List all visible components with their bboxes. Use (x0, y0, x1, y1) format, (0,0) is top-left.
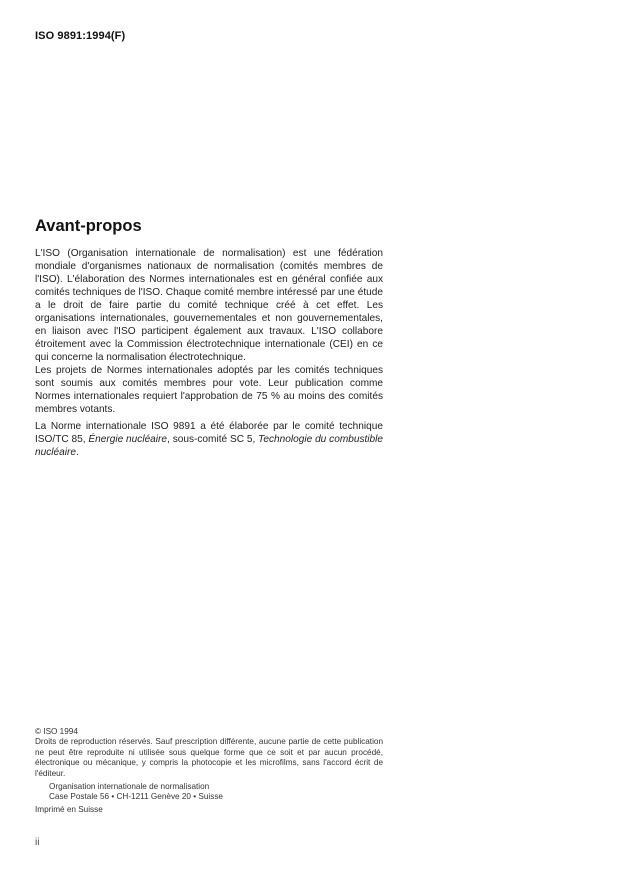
copyright-notice: © ISO 1994 (35, 727, 78, 736)
paragraph-text: Les projets de Normes internationales adoptés par les comités techniques sont soumis aux comités membres pour vote. Leur publication comme Normes internationales requiert l'approbation de 75 % au moins des comités membres votants. (35, 365, 383, 415)
paragraph-text: L'ISO (Organisation internationale de normalisation) est une fédération mondiale d'organismes nationaux de normalisation (comités membres de l'ISO). L'élaboration des Normes internationales est en général confiée aux comités techniques de l'ISO. Chaque comité membre intéressé par une étude a le droit de faire partie du comité technique créé à cet effet. Les organisations internationales, gouvernementales et non gouvernementales, en liaison avec l'ISO participent également aux travaux. L'ISO collabore étroitement avec la Commission électrotechnique internationale (CEI) en ce qui concerne la normalisation électrotechnique. (35, 248, 383, 363)
address-line-organisation: Organisation internationale de normalisation (49, 782, 210, 792)
section-title: Avant-propos (35, 217, 142, 235)
foreword-paragraph-3 (35, 420, 383, 459)
paragraph-segment: , sous-comité SC 5, (167, 434, 259, 445)
paragraph-segment: La Norme internationale ISO 9891 a été élaborée par le comité technique ISO/TC 85, (35, 421, 383, 445)
publisher-address (49, 782, 383, 803)
rights-statement: Droits de reproduction réservés. Sauf prescription différente, aucune partie de cette publication ne peut être reproduite ni utilisée sous quelque forme que ce soit et par aucun procédé, électronique ou mécanique, y compris la photocopie et les microfilms, sans l'accord écrit de l'éditeur. (35, 737, 383, 778)
document-reference: ISO 9891:1994(F) (35, 30, 126, 42)
foreword-paragraph-1 (35, 247, 383, 364)
printed-in: Imprimé en Suisse (35, 804, 103, 814)
paragraph-segment: . (75, 447, 79, 458)
committee-name: Énergie nucléaire (88, 434, 168, 445)
copyright-footer (35, 727, 383, 815)
page-number: ii (35, 837, 40, 848)
paragraph-text (35, 420, 383, 459)
foreword-paragraph-2 (35, 364, 383, 416)
subcommittee-name: Technologie du combustible nucléaire (35, 434, 384, 458)
address-line-postal: Case Postale 56 • CH-1211 Genève 20 • Suisse (49, 792, 223, 802)
